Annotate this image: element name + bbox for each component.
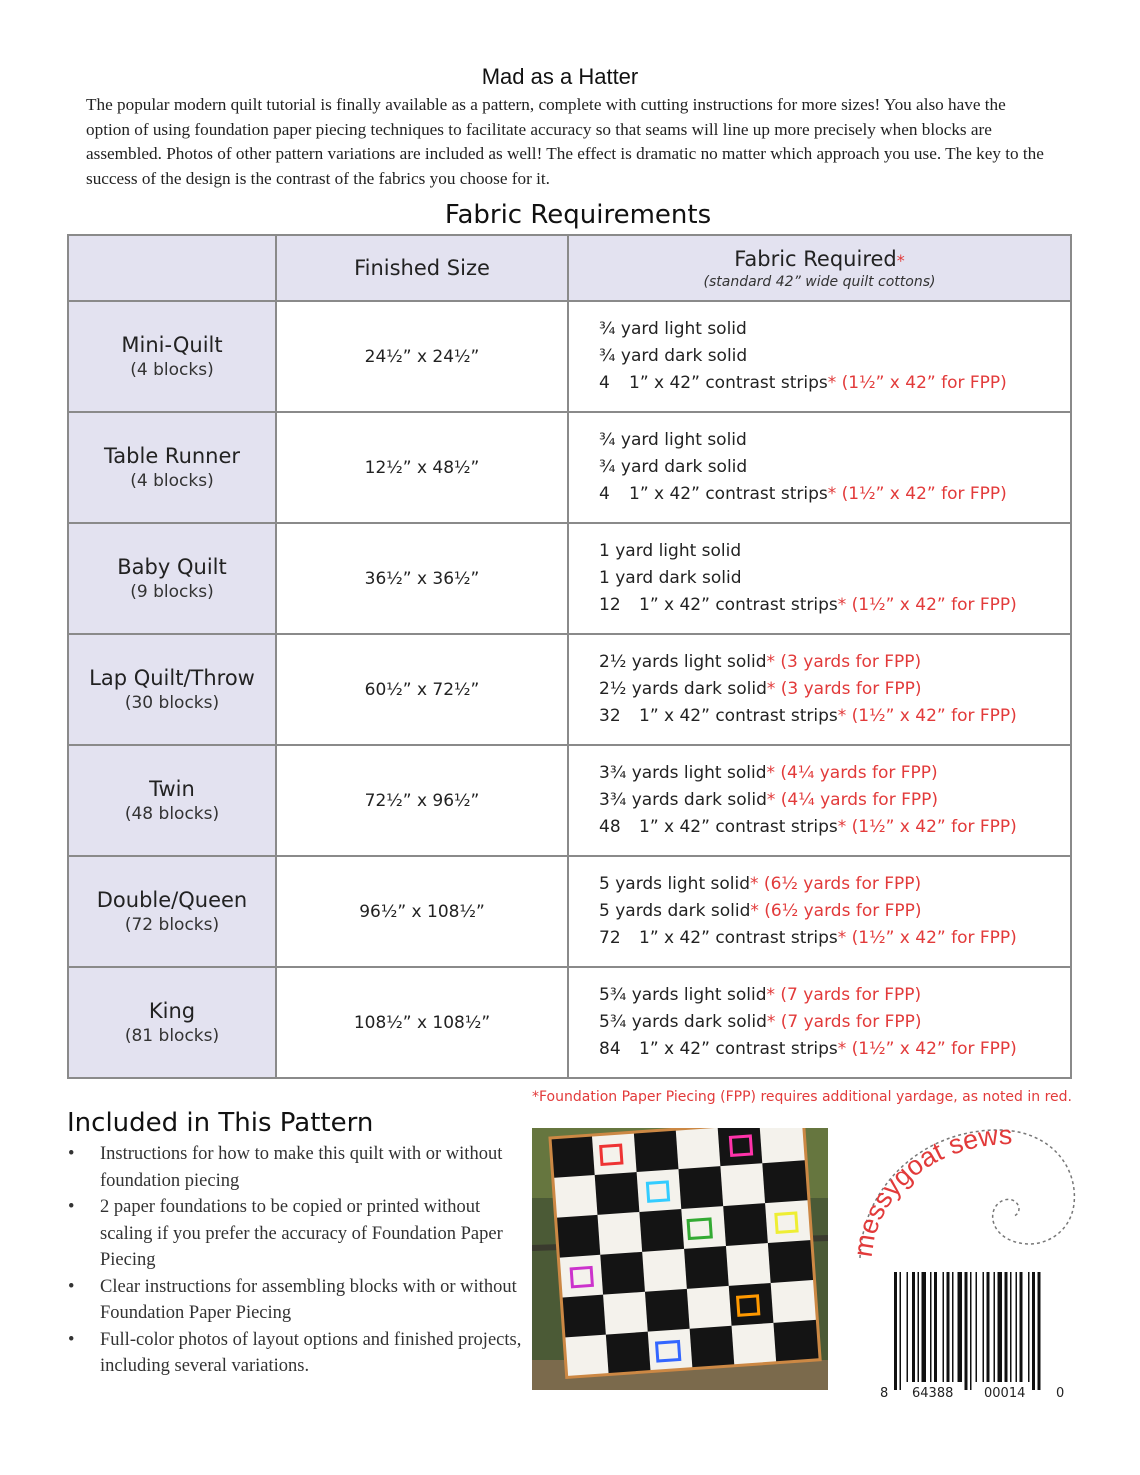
barcode-bar: [1038, 1272, 1041, 1390]
quilt-size-cell: [68, 856, 276, 967]
barcode-bar: [900, 1272, 902, 1390]
messygoat-sews-logo: [842, 1108, 1082, 1270]
barcode-bar: [1010, 1272, 1012, 1382]
list-item: • 2 paper foundations to be copied or printed without scaling if you prefer the accuracy of Foundation Paper Piecing: [68, 1194, 528, 1274]
table-row: [68, 634, 1071, 745]
intro-paragraph: The popular modern quilt tutorial is finally available as a pattern, complete with cutting instructions for more sizes! You also have the option of using foundation paper piecing techniques to facilitate accuracy so that seams will line up more precisely when blocks are assembled. Photos of other pattern variations are included as well! The effect is dramatic no matter which approach you use. The key to the success of the design is the contrast of the fabrics you choose for it.: [86, 95, 1044, 188]
fabric-required-cell: [568, 745, 1071, 856]
table-header-row: [68, 235, 1071, 301]
table-row: [68, 412, 1071, 523]
barcode-bar: [983, 1272, 985, 1382]
bullet: •: [68, 1329, 75, 1350]
quilt-size-name: Double/Queen: [96, 888, 248, 912]
barcode-bar: [987, 1272, 990, 1382]
bullet: •: [68, 1276, 75, 1297]
finished-size-cell: 60½” x 72½”: [276, 634, 568, 745]
light-fabric-line: 5¾ yards light solid* (7 yards for FPP): [599, 985, 922, 1005]
page-title: Mad as a Hatter: [481, 64, 639, 89]
barcode-bar: [934, 1272, 937, 1382]
barcode-bar: [1016, 1272, 1018, 1382]
dark-fabric-line: ¾ yard dark solid: [599, 457, 748, 477]
block-count: (81 blocks): [124, 1026, 220, 1046]
barcode-bar: [943, 1272, 945, 1382]
strip-line: 48 1” x 42” contrast strips* (1½” x 42” for FPP): [599, 817, 1017, 837]
list-item: • Clear instructions for assembling blocks with or without Foundation Paper Piecing: [68, 1274, 528, 1327]
barcode-bar: [976, 1272, 978, 1382]
fabric-required-cell: [568, 967, 1071, 1078]
dark-fabric-line: 5¾ yards dark solid* (7 yards for FPP): [599, 1012, 922, 1032]
bullet: •: [68, 1197, 75, 1217]
logo-text: messygoat sews: [847, 1119, 1013, 1259]
barcode-digit-group-3: 00014: [984, 1386, 1026, 1401]
table-row: [68, 856, 1071, 967]
light-fabric-line: 2½ yards light solid* (3 yards for FPP): [599, 652, 922, 672]
strip-line: 4 1” x 42” contrast strips* (1½” x 42” for FPP): [599, 373, 1007, 393]
block-count: (4 blocks): [130, 471, 214, 491]
quilt-size-cell: [68, 523, 276, 634]
finished-size-cell: 24½” x 24½”: [276, 301, 568, 412]
barcode-bar: [947, 1272, 950, 1382]
fabric-required-cell: [568, 412, 1071, 523]
barcode-digit-group-2: 64388: [912, 1386, 954, 1401]
dark-fabric-line: 5 yards dark solid* (6½ yards for FPP): [599, 901, 922, 921]
finished-size-cell: 96½” x 108½”: [276, 856, 568, 967]
finished-size-cell: 108½” x 108½”: [276, 967, 568, 1078]
fabric-requirements-table: [67, 234, 1072, 1079]
barcode-bar: [998, 1272, 1003, 1382]
dark-fabric-line: 3¾ yards dark solid* (4¼ yards for FPP): [599, 790, 939, 810]
barcode-bar: [1028, 1272, 1030, 1382]
quilt-size-name: Mini-Quilt: [121, 333, 223, 357]
header-finished-size: Finished Size: [276, 235, 568, 301]
table-row: [68, 523, 1071, 634]
barcode-bar: [922, 1272, 927, 1382]
bullet: •: [68, 1144, 75, 1164]
strip-line: 84 1” x 42” contrast strips* (1½” x 42” for FPP): [599, 1039, 1017, 1059]
light-fabric-line: ¾ yard light solid: [599, 319, 747, 339]
barcode-bar: [1020, 1272, 1023, 1382]
fabric-requirements-heading: Fabric Requirements: [444, 200, 712, 230]
included-list: [68, 1141, 528, 1380]
block-count: (4 blocks): [130, 360, 214, 380]
barcode-bar: [1005, 1272, 1008, 1382]
quilt-size-name: Lap Quilt/Throw: [89, 666, 255, 690]
fabric-required-cell: [568, 856, 1071, 967]
block-count: (30 blocks): [124, 693, 220, 713]
list-item: • Instructions for how to make this quilt with or without foundation piecing: [68, 1141, 528, 1194]
light-fabric-line: 5 yards light solid* (6½ yards for FPP): [599, 874, 922, 894]
barcode-bar: [958, 1272, 963, 1382]
strip-line: 4 1” x 42” contrast strips* (1½” x 42” for FPP): [599, 484, 1007, 504]
dark-fabric-line: 1 yard dark solid: [599, 568, 742, 588]
header-empty-cell: [68, 235, 276, 301]
quilt-photo: [532, 1128, 828, 1390]
barcode-bar: [965, 1272, 968, 1390]
barcode-bar: [894, 1272, 897, 1390]
finished-size-cell: 36½” x 36½”: [276, 523, 568, 634]
barcode-bar: [918, 1272, 920, 1382]
table-row: [68, 967, 1071, 1078]
strip-line: 12 1” x 42” contrast strips* (1½” x 42” for FPP): [599, 595, 1017, 615]
strip-line: 72 1” x 42” contrast strips* (1½” x 42” for FPP): [599, 928, 1017, 948]
barcode-digit-4: 0: [1056, 1386, 1065, 1401]
dark-fabric-line: ¾ yard dark solid: [599, 346, 748, 366]
light-fabric-line: 1 yard light solid: [599, 541, 742, 561]
fabric-required-cell: [568, 523, 1071, 634]
table-row: [68, 745, 1071, 856]
list-item: • Full-color photos of layout options and finished projects, including several variations.: [68, 1327, 528, 1380]
barcode: [880, 1270, 1070, 1404]
table-row: [68, 301, 1071, 412]
quilt-size-cell: [68, 301, 276, 412]
barcode-bar: [907, 1272, 909, 1382]
quilt-size-cell: [68, 634, 276, 745]
quilt-size-cell: [68, 412, 276, 523]
dark-fabric-line: 2½ yards dark solid* (3 yards for FPP): [599, 679, 922, 699]
included-heading: Included in This Pattern: [67, 1108, 374, 1138]
barcode-bar: [930, 1272, 932, 1382]
block-count: (9 blocks): [130, 582, 214, 602]
barcode-digit-1: 8: [880, 1386, 889, 1401]
quilt-size-name: Table Runner: [103, 444, 241, 468]
barcode-bar: [912, 1272, 915, 1382]
quilt-size-cell: [68, 967, 276, 1078]
strip-line: 32 1” x 42” contrast strips* (1½” x 42” for FPP): [599, 706, 1017, 726]
barcode-bar: [1032, 1272, 1035, 1390]
finished-size-cell: 12½” x 48½”: [276, 412, 568, 523]
fabric-required-cell: [568, 634, 1071, 745]
block-count: (72 blocks): [124, 915, 220, 935]
header-fabric-required: Fabric Required* (standard 42” wide quilt cottons): [568, 235, 1071, 301]
quilt-size-name: King: [148, 999, 196, 1023]
barcode-bar: [952, 1272, 954, 1382]
fabric-required-cell: [568, 301, 1071, 412]
barcode-bar: [994, 1272, 996, 1382]
barcode-bar: [970, 1272, 972, 1390]
fpp-footnote: *Foundation Paper Piecing (FPP) requires additional yardage, as noted in red.: [532, 1089, 1072, 1105]
block-count: (48 blocks): [124, 804, 220, 824]
light-fabric-line: 3¾ yards light solid* (4¼ yards for FPP): [599, 763, 938, 783]
light-fabric-line: ¾ yard light solid: [599, 430, 747, 450]
quilt-size-name: Baby Quilt: [117, 555, 227, 579]
quilt-size-name: Twin: [149, 777, 195, 801]
finished-size-cell: 72½” x 96½”: [276, 745, 568, 856]
quilt-size-cell: [68, 745, 276, 856]
